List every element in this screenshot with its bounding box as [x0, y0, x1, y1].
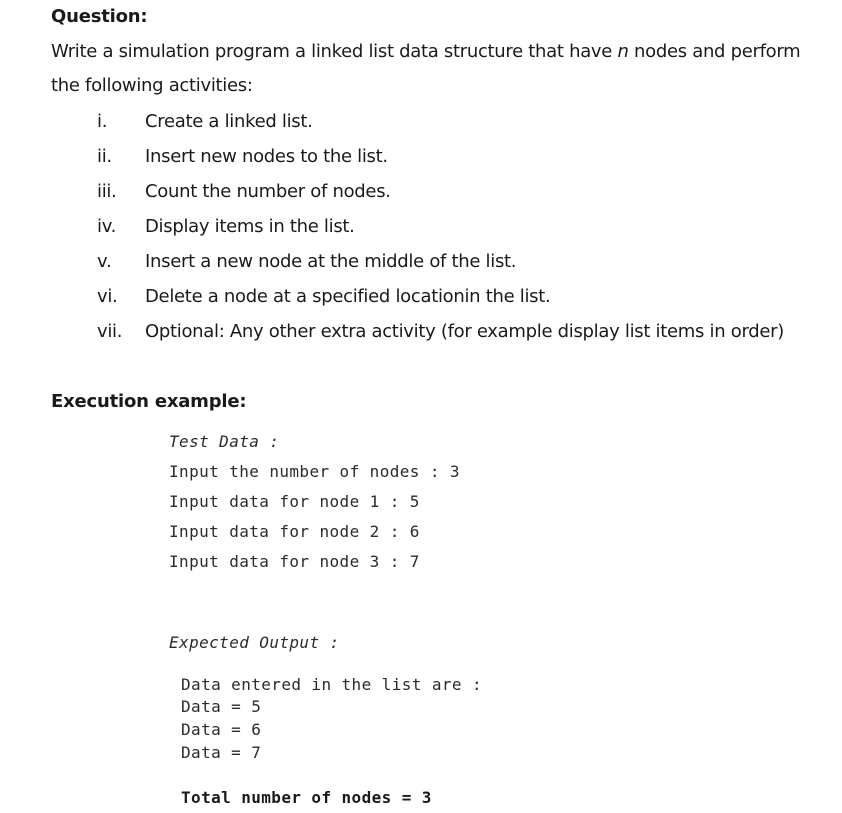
activity-text: Insert new nodes to the list.: [145, 146, 388, 167]
activity-text: Insert a new node at the middle of the list.: [145, 251, 517, 272]
question-line-1-start: Write a simulation program a linked list data structure that have: [51, 41, 618, 62]
total-nodes-line: Total number of nodes = 3: [181, 788, 432, 807]
input-line: Input data for node 2 : 6: [169, 522, 420, 541]
question-line-2: the following activities:: [51, 75, 253, 96]
question-line-1: [51, 41, 800, 62]
question-line-1-end: nodes and perform: [628, 41, 801, 62]
input-line: Input data for node 3 : 7: [169, 552, 420, 571]
output-line: Data = 6: [181, 720, 262, 739]
activity-text: Create a linked list.: [145, 111, 313, 132]
execution-heading: Execution example:: [51, 391, 247, 412]
activity-number: i.: [97, 111, 108, 132]
activity-number: v.: [97, 251, 112, 272]
output-line: Data entered in the list are :: [181, 675, 482, 694]
output-line: Data = 5: [181, 697, 262, 716]
input-line: Input the number of nodes : 3: [169, 462, 460, 481]
output-line: Data = 7: [181, 743, 262, 762]
activity-number: iii.: [97, 181, 117, 202]
activity-number: vi.: [97, 286, 118, 307]
input-line: Input data for node 1 : 5: [169, 492, 420, 511]
activity-number: vii.: [97, 321, 123, 342]
activity-text: Count the number of nodes.: [145, 181, 391, 202]
activity-text: Display items in the list.: [145, 216, 355, 237]
question-heading: Question:: [51, 6, 148, 27]
test-data-label: Test Data :: [169, 432, 280, 451]
activity-number: ii.: [97, 146, 112, 167]
activity-number: iv.: [97, 216, 117, 237]
expected-output-label: Expected Output :: [169, 633, 340, 652]
activity-text: Delete a node at a specified locationin the list.: [145, 286, 551, 307]
question-variable-n: n: [617, 41, 629, 62]
activity-text: Optional: Any other extra activity (for example display list items in order): [145, 321, 784, 342]
